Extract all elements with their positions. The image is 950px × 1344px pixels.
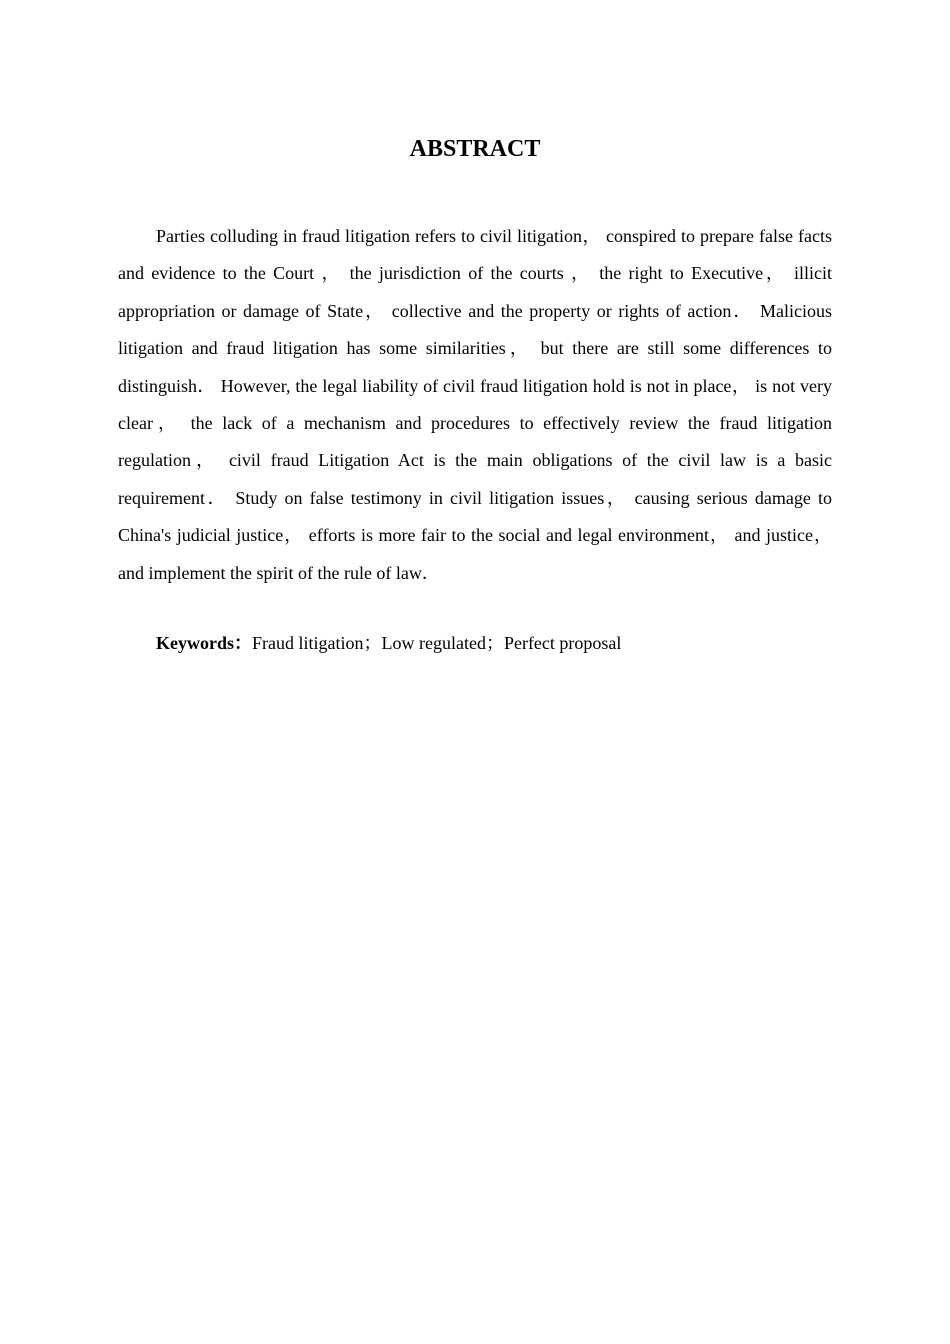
keywords-list: Fraud litigation；Low regulated；Perfect proposal xyxy=(252,633,622,653)
keywords-label: Keywords： xyxy=(156,633,252,653)
abstract-paragraph: Parties colluding in fraud litigation refers to civil litigation， conspired to prepare false facts and evidence to the Court ， the jurisdiction of the courts ， the right to Executive， illicit appropriation or damage of State， collective and the property or rights of action． Malicious litigation and fraud litigation has some similarities， but there are still some differences to distinguish． However, the legal liability of civil fraud litigation hold is not in place， is not very clear， the lack of a mechanism and procedures to effectively review the fraud litigation regulation， civil fraud Litigation Act is the main obligations of the civil law is a basic requirement． Study on false testimony in civil litigation issues， causing serious damage to China's judicial justice， efforts is more fair to the social and legal environment， and justice， and implement the spirit of the rule of law． xyxy=(118,226,832,583)
page-title: ABSTRACT xyxy=(409,136,541,162)
keywords-line xyxy=(156,625,832,662)
